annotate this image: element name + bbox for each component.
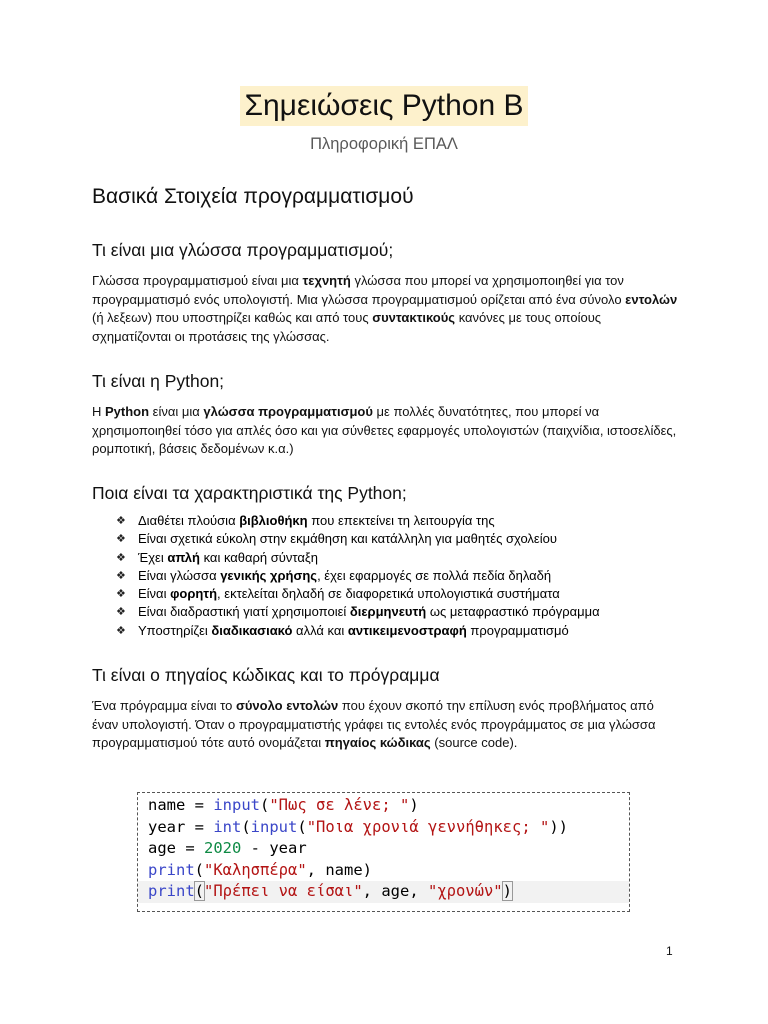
text-run: Γλώσσα προγραμματισμού είναι μια xyxy=(92,273,303,288)
code-token: "Πως σε λένε; " xyxy=(269,796,410,814)
text-run: κανόνες με τους οποίους σχηματίζονται οι προτάσεις της γλώσσας. xyxy=(92,310,602,344)
code-token: "χρονών" xyxy=(427,882,503,900)
code-token: 2020 xyxy=(204,839,242,857)
code-token: name = xyxy=(148,796,214,814)
text-run: που έχουν σκοπό την επίλυση ενός προβλήματος από έναν υπολογιστή. Όταν ο προγραμματιστής γράφει τις εντολές ενός προγράμματος σε μια γλώσσα προγραμματισμού τότε αυτό ονομάζεται xyxy=(92,698,656,750)
text-run: που επεκτείνει τη λειτουργία της xyxy=(307,513,495,528)
bullet-diamond-icon: ❖ xyxy=(116,624,126,637)
code-token: "Πρέπει να είσαι" xyxy=(204,882,363,900)
list-item xyxy=(92,567,692,585)
list-item xyxy=(92,549,692,567)
bold-run: συντακτικούς xyxy=(372,310,456,325)
code-line xyxy=(148,795,629,817)
code-token-matched-bracket: ) xyxy=(502,882,512,900)
code-line xyxy=(148,817,629,839)
bold-run: απλή xyxy=(167,549,200,565)
bold-run: τεχνητή xyxy=(302,273,351,288)
bold-run: διαδικασιακό xyxy=(211,622,293,638)
paragraph-language xyxy=(92,272,682,346)
text-run: αλλά και xyxy=(292,622,348,638)
code-token: ( xyxy=(194,860,205,879)
code-block xyxy=(137,792,630,912)
text-run: Διαθέτει πλούσια xyxy=(138,513,240,528)
bullet-diamond-icon: ❖ xyxy=(116,588,126,601)
bullet-diamond-icon: ❖ xyxy=(116,551,126,564)
page-number: 1 xyxy=(666,944,673,958)
text-run: Η xyxy=(92,404,105,419)
page-subtitle: Πληροφορική ΕΠΑΛ xyxy=(310,135,458,153)
code-line xyxy=(148,860,629,882)
text-run: προγραμματισμό xyxy=(466,622,569,638)
code-token: )) xyxy=(549,817,568,836)
paragraph-python xyxy=(92,403,682,459)
page-title: Σημειώσεις Python Β xyxy=(240,86,527,126)
section-heading-features: Ποια είναι τα χαρακτηριστικά της Python; xyxy=(92,483,407,503)
code-token: , age, xyxy=(362,882,428,900)
section-heading-language: Τι είναι μια γλώσσα προγραμματισμού; xyxy=(92,240,394,260)
section-heading-python: Τι είναι η Python; xyxy=(92,371,225,391)
text-run: , έχει εφαρμογές σε πολλά πεδία δηλαδή xyxy=(317,567,552,583)
text-run: (ή λεξεων) που υποστηρίζει καθώς και από τους xyxy=(92,310,373,325)
text-run: Έχει xyxy=(138,549,168,565)
code-token: ( xyxy=(297,817,307,836)
code-token-matched-bracket: ( xyxy=(194,882,205,900)
bold-run: πηγαίος κώδικας xyxy=(324,735,431,750)
list-item xyxy=(92,530,692,548)
bold-run: γενικής χρήσης xyxy=(220,567,318,583)
code-token: ( xyxy=(260,796,270,814)
bold-run: γλώσσα προγραμματισμού xyxy=(203,404,373,419)
bullet-diamond-icon: ❖ xyxy=(116,569,126,582)
bullet-diamond-icon: ❖ xyxy=(116,533,126,546)
list-item xyxy=(92,585,692,603)
code-token: "Καλησπέρα" xyxy=(204,860,307,879)
text-run: Υποστηρίζει xyxy=(138,622,212,638)
text-run: , εκτελείται δηλαδή σε διαφορετικά υπολογιστικά συστήματα xyxy=(217,586,560,602)
list-item xyxy=(92,622,692,640)
code-token: input xyxy=(213,796,260,814)
code-token: - year xyxy=(241,839,307,857)
code-token: "Ποια χρονιά γεννήθηκες; " xyxy=(306,817,550,836)
code-token: , name) xyxy=(306,860,372,879)
code-token: year = xyxy=(148,817,214,836)
bold-run: Python xyxy=(105,404,150,419)
code-token: input xyxy=(250,817,298,836)
text-run: με πολλές δυνατότητες, που μπορεί να χρησιμοποιηθεί τόσο για απλές όσο και για σύνθετες εφαρμογές υπολογιστών (παιχνίδια, ιστοσελίδες, ρομποτική, βάσεις δεδομένων κ.α.) xyxy=(92,404,677,456)
text-run: και καθαρή σύνταξη xyxy=(199,549,318,565)
bold-run: εντολών xyxy=(625,291,678,307)
text-run: Ένα πρόγραμμα είναι το xyxy=(92,698,236,713)
bold-run: βιβλιοθήκη xyxy=(239,513,308,528)
list-item xyxy=(92,512,692,530)
code-token: ( xyxy=(241,817,251,836)
text-run: (source code). xyxy=(430,735,518,750)
code-token: int xyxy=(213,817,242,836)
text-run: Είναι γλώσσα xyxy=(138,567,221,583)
title-block xyxy=(0,86,768,126)
text-run: Είναι σχετικά εύκολη στην εκμάθηση και κατάλληλη για μαθητές σχολείου xyxy=(138,531,557,547)
text-run: Είναι διαδραστική γιατί χρησιμοποιεί xyxy=(138,604,350,620)
code-token: print xyxy=(148,860,195,879)
text-run: Είναι xyxy=(138,586,171,602)
text-run: είναι μια xyxy=(149,404,204,419)
bold-run: διερμηνευτή xyxy=(349,604,427,620)
code-line-current xyxy=(138,881,629,903)
text-run: ως μεταφραστικό πρόγραμμα xyxy=(426,604,600,620)
code-token: ) xyxy=(409,796,419,814)
paragraph-source-code xyxy=(92,697,682,753)
bullet-diamond-icon: ❖ xyxy=(116,606,126,619)
code-token: age = xyxy=(148,839,204,857)
bold-run: φορητή xyxy=(170,586,218,602)
code-line xyxy=(148,838,629,860)
bold-run: αντικειμενοστραφή xyxy=(347,622,467,638)
text-run: γλώσσα που μπορεί να χρησιμοποιηθεί για τον προγραμματισμό ενός υπολογιστή. Μια γλώσσα προγραμματισμού ορίζεται από ένα σύνολο xyxy=(92,273,626,307)
main-heading: Βασικά Στοιχεία προγραμματισμού xyxy=(92,185,414,208)
list-item xyxy=(92,603,692,621)
code-token: print xyxy=(148,882,195,900)
bullet-diamond-icon: ❖ xyxy=(116,515,126,527)
section-heading-source-code: Τι είναι ο πηγαίος κώδικας και το πρόγραμμα xyxy=(92,665,440,685)
bold-run: σύνολο εντολών xyxy=(235,698,339,713)
features-list xyxy=(92,512,692,640)
